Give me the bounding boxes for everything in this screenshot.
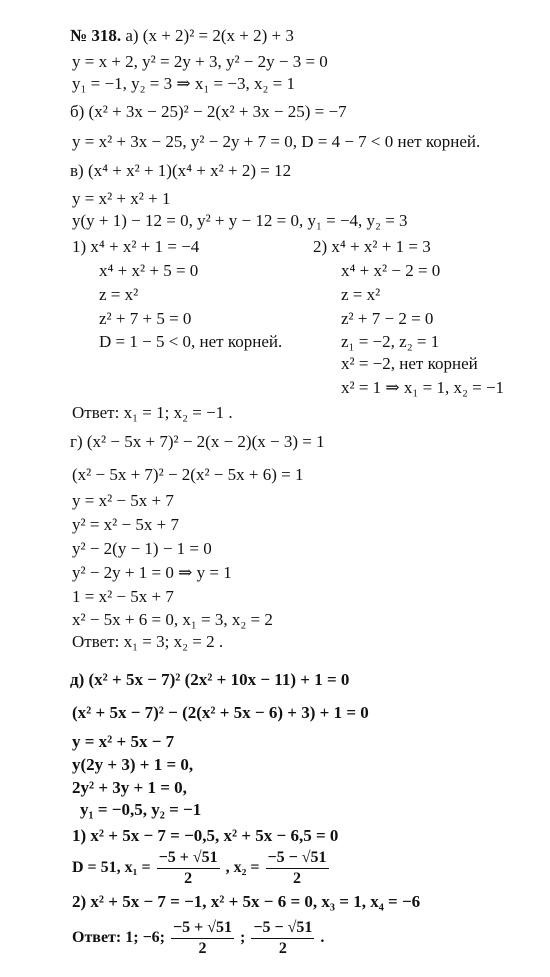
line-g: y² = x² − 5x + 7 <box>72 515 179 534</box>
problem-number: № 318. <box>70 26 122 45</box>
answer-separator: ; <box>240 929 246 947</box>
line-g: 1 = x² − 5x + 7 <box>72 587 174 606</box>
case-2-line: x² = −2, нет корней <box>341 354 478 373</box>
x2-fraction <box>266 848 329 889</box>
part-g-equation: г) (x² − 5x + 7)² − 2(x − 2)(x − 3) = 1 <box>70 432 325 451</box>
case-1-line: 1) x⁴ + x² + 1 = −4 <box>72 237 200 256</box>
x1-denominator: 2 <box>184 870 193 887</box>
answer-d <box>72 918 324 959</box>
case-2-line: z² + 7 − 2 = 0 <box>341 309 434 328</box>
line-g: y² − 2y + 1 = 0 ⇒ y = 1 <box>72 563 232 582</box>
part-a-equation: а) (x + 2)² = 2(x + 2) + 3 <box>125 26 294 45</box>
case-2-line: z₁ = −2, z₂ = 1 <box>341 332 440 351</box>
case-1-line: D = 1 − 5 < 0, нет корней. <box>99 332 283 351</box>
answer-fraction-2 <box>251 918 314 959</box>
line-d: 2) x² + 5x − 7 = −1, x² + 5x − 6 = 0, x₃ = 1, x₄ = −6 <box>72 892 421 911</box>
line-a-2: y₁ = −1, y₂ = 3 ⇒ x₁ = −3, x₂ = 1 <box>72 74 295 93</box>
case-2-line: x⁴ + x² − 2 = 0 <box>341 261 441 280</box>
line-d: 2y² + 3y + 1 = 0, <box>72 778 187 797</box>
disc-lead: D = 51, x₁ = <box>72 859 151 877</box>
x1-numerator: −5 + √51 <box>157 848 220 869</box>
part-b-equation: б) (x² + 3x − 25)² − 2(x² + 3x − 25) = −7 <box>70 102 347 121</box>
line-v-2: y(y + 1) − 12 = 0, y² + y − 12 = 0, y₁ = −4, y₂ = 3 <box>72 211 408 230</box>
line-g: y² − 2(y − 1) − 1 = 0 <box>72 539 212 558</box>
line-g: y = x² − 5x + 7 <box>72 491 174 510</box>
line-b-1: y = x² + 3x − 25, y² − 2y + 7 = 0, D = 4 − 7 < 0 нет корней. <box>72 132 481 151</box>
case-1-line: z² + 7 + 5 = 0 <box>99 309 192 328</box>
x1-fraction <box>157 848 220 889</box>
line-d: 1) x² + 5x − 7 = −0,5, x² + 5x − 6,5 = 0 <box>72 826 339 845</box>
case-1-line: x⁴ + x² + 5 = 0 <box>99 261 199 280</box>
line-g: x² − 5x + 6 = 0, x₁ = 3, x₂ = 2 <box>72 610 273 629</box>
answer-g: Ответ: x₁ = 3; x₂ = 2 . <box>72 632 224 651</box>
line-d: y(2y + 3) + 1 = 0, <box>72 755 194 774</box>
answer-d-lead: Ответ: 1; −6; <box>72 929 166 947</box>
part-v-equation: в) (x⁴ + x² + 1)(x⁴ + x² + 2) = 12 <box>70 161 292 180</box>
answer-f1-denominator: 2 <box>198 940 207 957</box>
problem-header <box>70 26 294 46</box>
answer-fraction-1 <box>171 918 234 959</box>
answer-end: . <box>320 929 325 947</box>
answer-f1-numerator: −5 + √51 <box>171 918 234 939</box>
line-v-1: y = x² + x² + 1 <box>72 189 171 208</box>
x2-denominator: 2 <box>293 870 302 887</box>
discriminant-line <box>72 848 331 889</box>
x2-numerator: −5 − √51 <box>266 848 329 869</box>
answer-f2-numerator: −5 − √51 <box>251 918 314 939</box>
case-2-line: z = x² <box>341 285 381 304</box>
answer-f2-denominator: 2 <box>278 940 287 957</box>
line-a-1: y = x + 2, y² = 2y + 3, y² − 2y − 3 = 0 <box>72 52 328 71</box>
part-d-equation: д) (x² + 5x − 7)² (2x² + 10x − 11) + 1 = 0 <box>70 670 350 689</box>
disc-mid: , x₂ = <box>225 859 260 877</box>
line-g: (x² − 5x + 7)² − 2(x² − 5x + 6) = 1 <box>72 465 304 484</box>
line-d: y = x² + 5x − 7 <box>72 732 175 751</box>
case-1-line: z = x² <box>99 285 139 304</box>
line-d: (x² + 5x − 7)² − (2(x² + 5x − 6) + 3) + 1 = 0 <box>72 703 369 722</box>
case-2-line: x² = 1 ⇒ x₁ = 1, x₂ = −1 <box>341 378 505 397</box>
case-2-line: 2) x⁴ + x² + 1 = 3 <box>313 237 431 256</box>
answer-v: Ответ: x₁ = 1; x₂ = −1 . <box>72 403 233 422</box>
line-d: y₁ = −0,5, y₂ = −1 <box>80 800 202 819</box>
